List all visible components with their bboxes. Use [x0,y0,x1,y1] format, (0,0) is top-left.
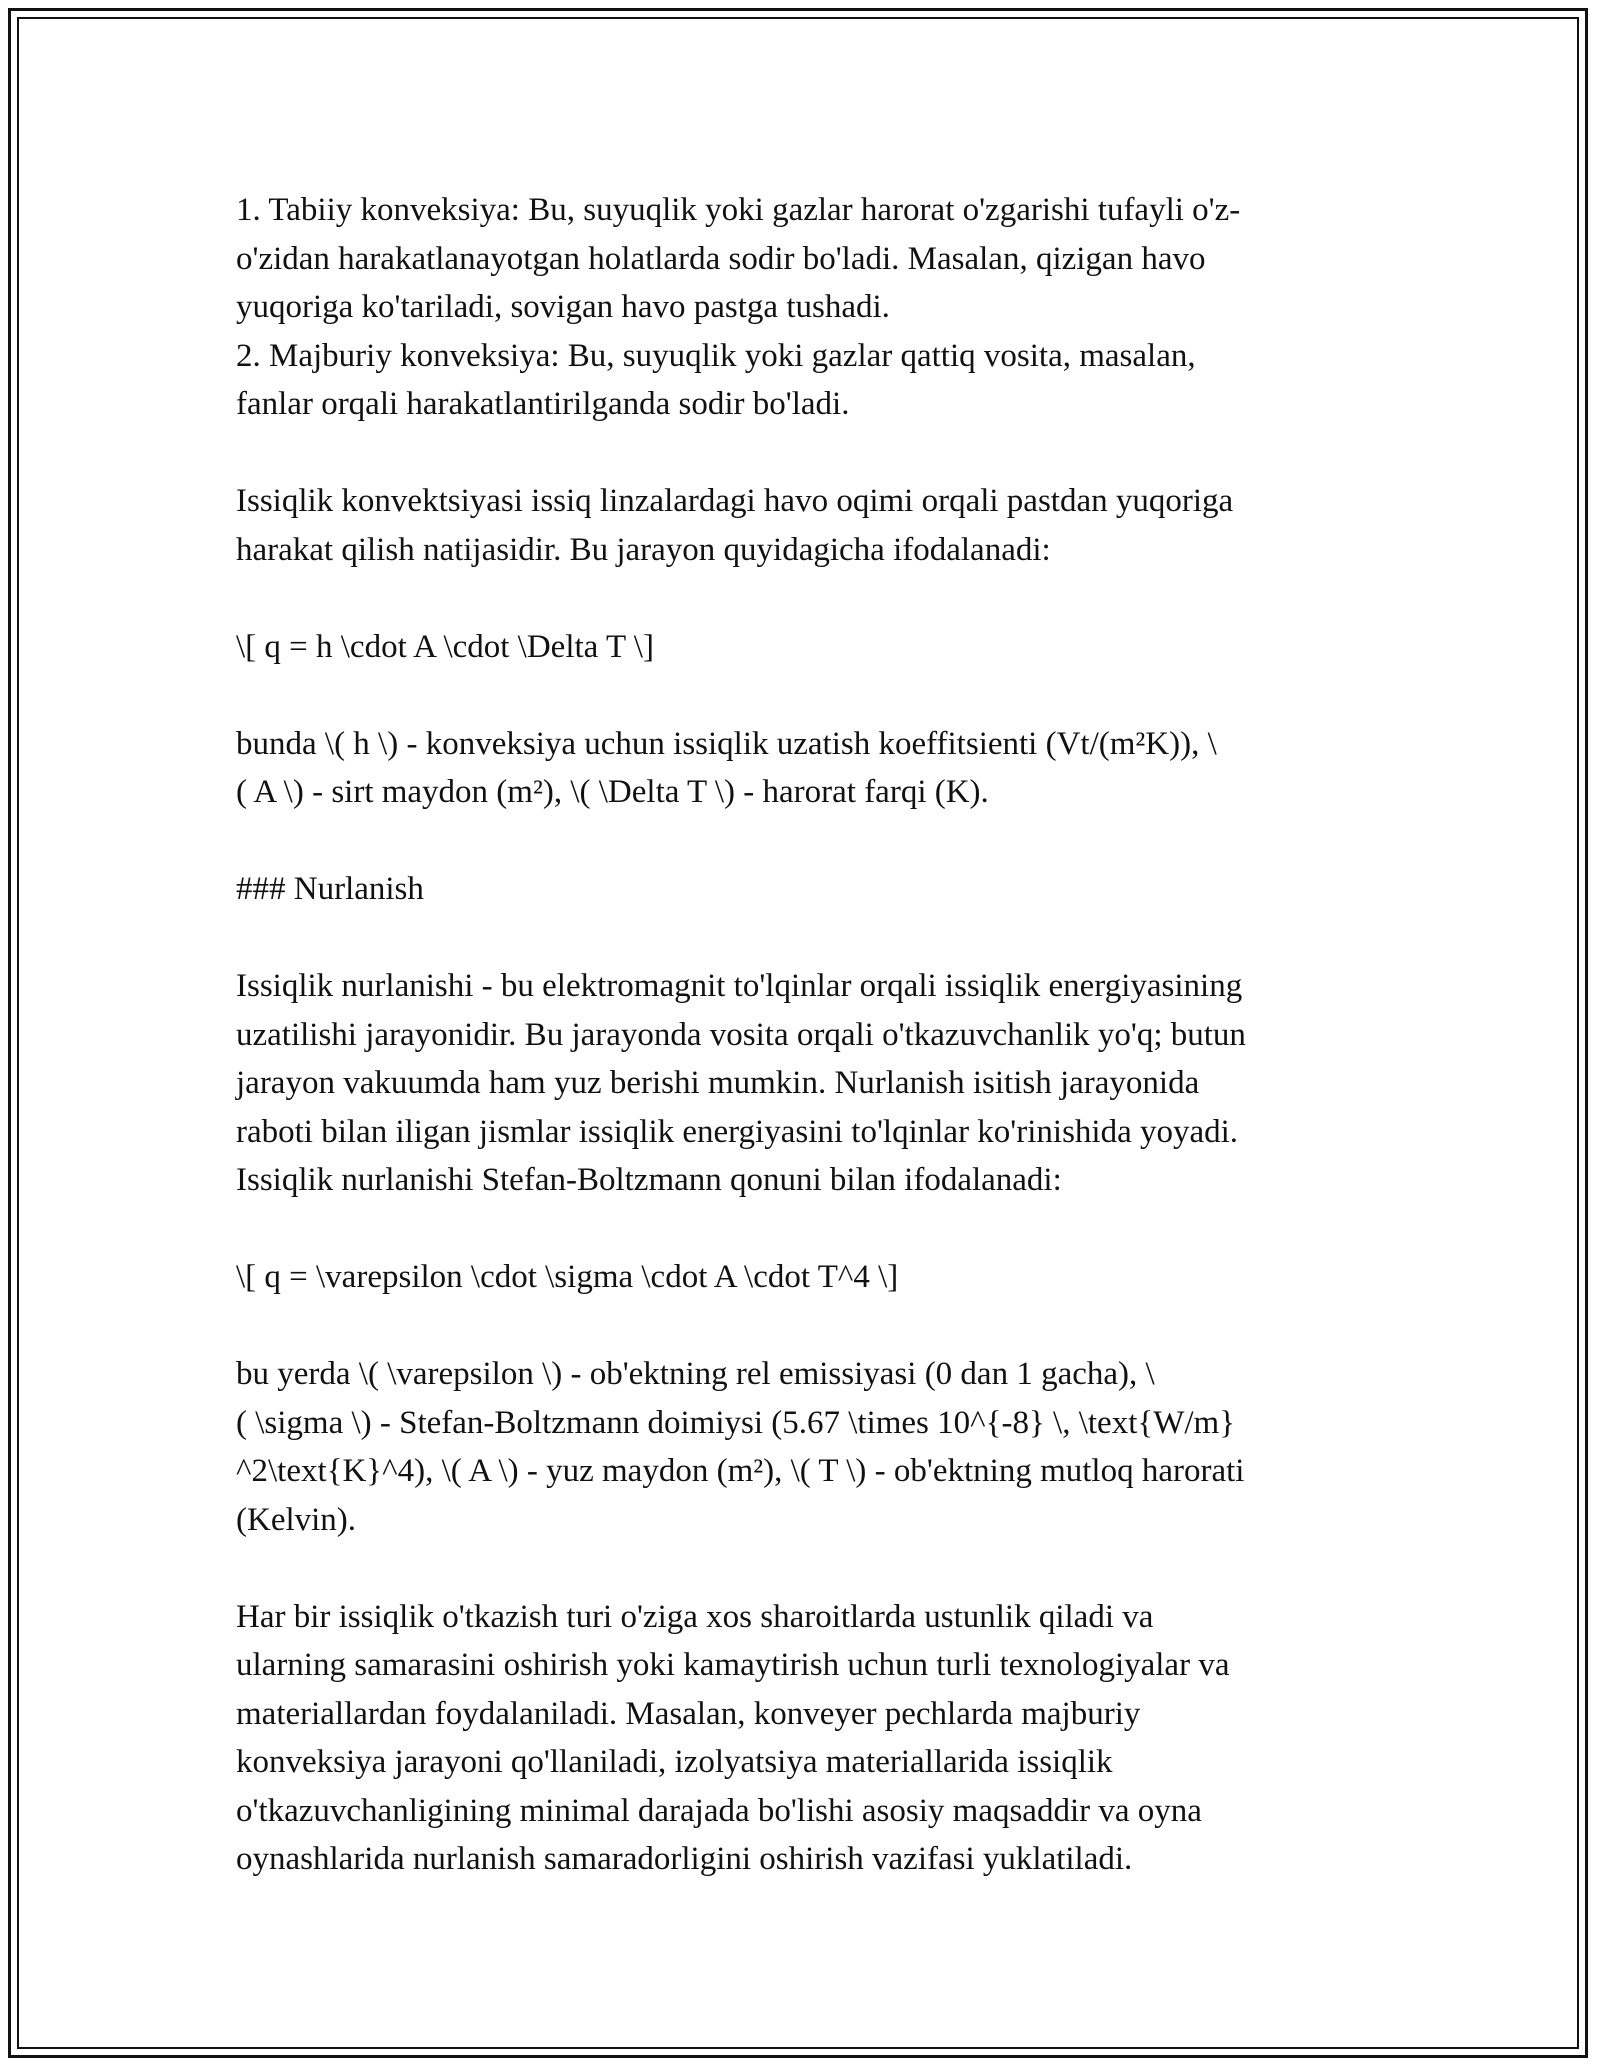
text-line: 1. Tabiiy konveksiya: Bu, suyuqlik yoki gazlar harorat o'zgarishi tufayli o'z- [236,192,1241,228]
text-line: Issiqlik konvektsiyasi issiq linzalardagi havo oqimi orqali pastdan yuqoriga [236,483,1234,519]
text-line: o'zidan harakatlanayotgan holatlarda sodir bo'ladi. Masalan, qizigan havo [236,240,1206,277]
paragraph-gap [236,1544,1366,1593]
text-line: yuqoriga ko'tariladi, sovigan havo pastga tushadi. [236,289,890,325]
text-line: ^2\text{K}^4), \( A \) - yuz maydon (m²), \( T \) - ob'ektning mutloq harorati [236,1453,1245,1489]
paragraph-gap [236,574,1366,623]
text-line: konveksiya jarayoni qo'llaniladi, izolyatsiya materiallarida issiqlik [236,1744,1113,1780]
text-line: Issiqlik nurlanishi - bu elektromagnit to'lqinlar orqali issiqlik energiyasining [236,968,1243,1004]
text-line: Issiqlik nurlanishi Stefan-Boltzmann qonuni bilan ifodalanadi: [236,1162,1062,1198]
paragraph-gap [236,914,1366,963]
radiation-formula [236,1253,1366,1302]
convection-formula [236,623,1366,672]
text-line: materiallardan foydalaniladi. Masalan, konveyer pechlarda majburiy [236,1695,1141,1732]
conclusion-paragraph [236,1593,1366,1884]
text-line: bu yerda \( \varepsilon \) - ob'ektning rel emissiyasi (0 dan 1 gacha), \ [236,1356,1155,1392]
convection-types-paragraph [236,186,1366,429]
radiation-variables-paragraph [236,1350,1366,1544]
text-line: ularning samarasini oshirish yoki kamaytirish uchun turli texnologiyalar va [236,1647,1230,1683]
text-line: bunda \( h \) - konveksiya uchun issiqlik uzatish koeffitsienti (Vt/(m²K)), \ [236,725,1217,762]
text-line: ( A \) - sirt maydon (m²), \( \Delta T \) - harorat farqi (K). [236,774,989,810]
text-line: 2. Majburiy konveksiya: Bu, suyuqlik yoki gazlar qattiq vosita, masalan, [236,337,1196,374]
radiation-heading [236,865,1366,914]
convection-intro-paragraph [236,477,1366,574]
formula-line: \[ q = h \cdot A \cdot \Delta T \] [236,628,654,665]
heading-line: ### Nurlanish [236,871,424,907]
text-line: o'tkazuvchanligining minimal darajada bo'lishi asosiy maqsaddir va oyna [236,1792,1202,1829]
text-line: harakat qilish natijasidir. Bu jarayon quyidagicha ifodalanadi: [236,531,1051,568]
text-line: raboti bilan iligan jismlar issiqlik energiyasini to'lqinlar ko'rinishida yoyadi. [236,1113,1239,1150]
paragraph-gap [236,817,1366,866]
paragraph-gap [236,1205,1366,1254]
formula-line: \[ q = \varepsilon \cdot \sigma \cdot A \cdot T^4 \] [236,1259,899,1295]
radiation-intro-paragraph [236,962,1366,1205]
text-line: jarayon vakuumda ham yuz berishi mumkin. Nurlanish isitish jarayonida [236,1065,1200,1101]
paragraph-gap [236,429,1366,478]
document-body [236,186,1366,1884]
text-line: ( \sigma \) - Stefan-Boltzmann doimiysi (5.67 \times 10^{-8} \, \text{W/m} [236,1404,1236,1441]
text-line: oynashlarida nurlanish samaradorligini oshirish vazifasi yuklatiladi. [236,1841,1133,1877]
text-line: Har bir issiqlik o'tkazish turi o'ziga xos sharoitlarda ustunlik qiladi va [236,1598,1154,1635]
text-line: uzatilishi jarayonidir. Bu jarayonda vosita orqali o'tkazuvchanlik yo'q; butun [236,1016,1246,1053]
convection-variables-paragraph [236,720,1366,817]
paragraph-gap [236,1302,1366,1351]
text-line: (Kelvin). [236,1501,357,1538]
text-line: fanlar orqali harakatlantirilganda sodir bo'ladi. [236,386,850,422]
paragraph-gap [236,671,1366,720]
